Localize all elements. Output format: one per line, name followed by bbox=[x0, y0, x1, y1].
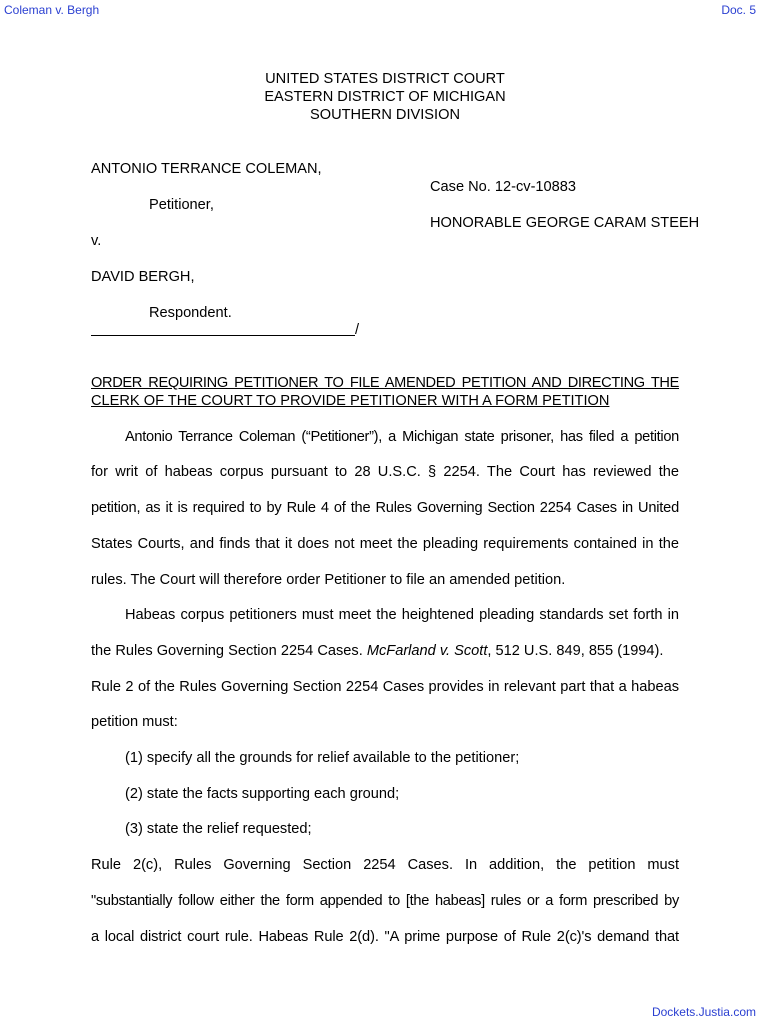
body-line: for writ of habeas corpus pursuant to 28 U.S.C. § 2254. The Court has reviewed the bbox=[91, 464, 679, 480]
judge-name: HONORABLE GEORGE CARAM STEEH bbox=[430, 215, 700, 231]
body-line: petition, as it is required to by Rule 4 of the Rules Governing Section 2254 Cases in United bbox=[91, 500, 679, 516]
body-line: Rule 2 of the Rules Governing Section 2254 Cases provides in relevant part that a habeas bbox=[91, 679, 679, 695]
body-line: petition must: bbox=[91, 714, 178, 730]
citation-reporter: , 512 U.S. 849, 855 (1994). bbox=[487, 643, 664, 659]
order-title-line1: ORDER REQUIRING PETITIONER TO FILE AMENDED PETITION AND DIRECTING THE bbox=[91, 375, 679, 391]
petitioner-role: Petitioner, bbox=[149, 197, 214, 213]
body-line: Rule 2(c), Rules Governing Section 2254 Cases. In addition, the petition must bbox=[91, 857, 679, 873]
court-division: SOUTHERN DIVISION bbox=[309, 107, 460, 123]
case-citation: McFarland v. Scott bbox=[366, 643, 488, 659]
requirement-item: (3) state the relief requested; bbox=[125, 821, 312, 837]
body-line: "substantially follow either the form appended to [the habeas] rules or a form prescribed by bbox=[91, 893, 679, 909]
body-line: a local district court rule. Habeas Rule 2(d). "A prime purpose of Rule 2(c)'s demand that bbox=[91, 929, 679, 945]
justia-footer-link[interactable]: Dockets.Justia.com bbox=[651, 1005, 756, 1019]
doc-number-link[interactable]: Doc. 5 bbox=[721, 3, 756, 17]
body-line-citation bbox=[91, 643, 679, 659]
requirement-item: (2) state the facts supporting each ground; bbox=[125, 786, 400, 802]
requirement-item: (1) specify all the grounds for relief available to the petitioner; bbox=[125, 750, 520, 766]
caption-slash: / bbox=[355, 322, 360, 338]
caption-rule bbox=[91, 335, 355, 336]
court-district: EASTERN DISTRICT OF MICHIGAN bbox=[264, 89, 506, 105]
versus: v. bbox=[91, 233, 102, 249]
body-line: Antonio Terrance Coleman (“Petitioner”), a Michigan state prisoner, has filed a petition bbox=[125, 429, 679, 445]
court-name: UNITED STATES DISTRICT COURT bbox=[265, 71, 505, 87]
case-number: Case No. 12-cv-10883 bbox=[430, 179, 577, 195]
respondent-role: Respondent. bbox=[149, 305, 232, 321]
petitioner-name: ANTONIO TERRANCE COLEMAN, bbox=[91, 161, 322, 177]
body-line: rules. The Court will therefore order Petitioner to file an amended petition. bbox=[91, 572, 566, 588]
order-title-line2: CLERK OF THE COURT TO PROVIDE PETITIONER WITH A FORM PETITION bbox=[91, 393, 610, 409]
body-line: States Courts, and finds that it does not meet the pleading requirements contained in the bbox=[91, 536, 679, 552]
body-line: Habeas corpus petitioners must meet the heightened pleading standards set forth in bbox=[125, 607, 679, 623]
citation-lead: the Rules Governing Section 2254 Cases. bbox=[91, 643, 367, 659]
respondent-name: DAVID BERGH, bbox=[91, 269, 195, 285]
case-title-link[interactable]: Coleman v. Bergh bbox=[4, 3, 100, 17]
